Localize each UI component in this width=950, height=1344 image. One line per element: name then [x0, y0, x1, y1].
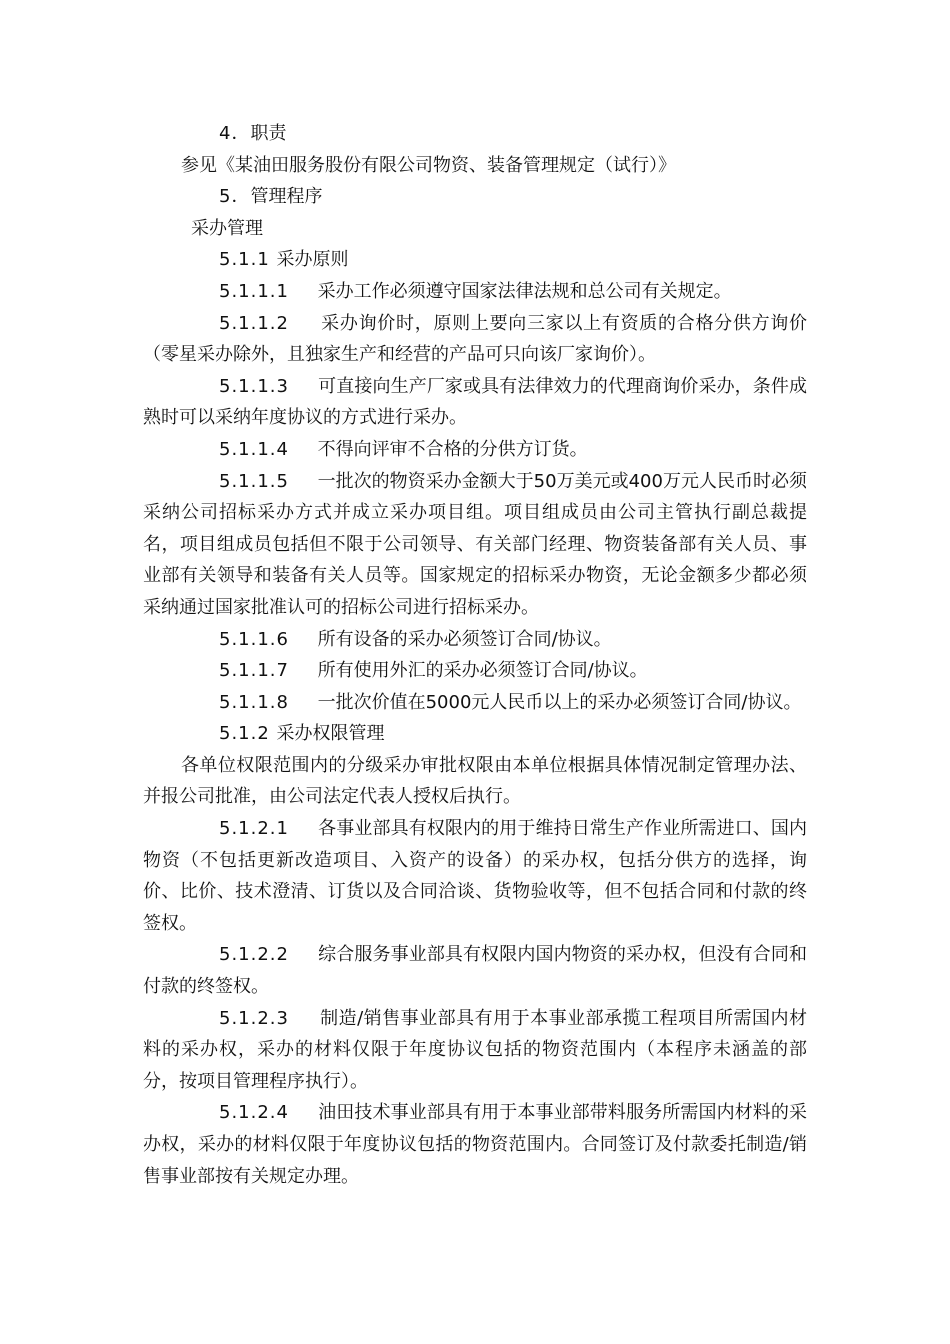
subsection-heading: 采办管理 [191, 217, 263, 239]
clause-number: 5.1.1.3 [219, 375, 289, 397]
clause-item: 5.1.1.7 所有使用外汇的采办必须签订合同/协议。 [143, 655, 807, 687]
clause-number: 5.1.1.6 [219, 628, 289, 650]
clause-item: 5.1.2.4 油田技术事业部具有用于本事业部带料服务所需国内材料的采办权，采办的材料仅限于年度协议包括的物资范围内。合同签订及付款委托制造/销售事业部按有关规定办理。 [143, 1097, 807, 1192]
clause-item: 5.1.2.3 制造/销售事业部具有用于本事业部承揽工程项目所需国内材料的采办权，采办的材料仅限于年度协议包括的物资范围内（本程序未涵盖的部分，按项目管理程序执行）。 [143, 1003, 807, 1098]
paragraph: 各单位权限范围内的分级采办审批权限由本单位根据具体情况制定管理办法、并报公司批准，由公司法定代表人授权后执行。 [143, 754, 807, 808]
section-heading: 4．职责 [143, 118, 807, 150]
clause-item: 5.1.1.5 一批次的物资采办金额大于50万美元或400万元人民币时必须采纳公司招标采办方式并成立采办项目组。项目组成员由公司主管执行副总裁提名，项目组成员包括但不限于公司领导、有关部门经理、物资装备部有关人员、事业部有关领导和装备有关人员等。国家规定的招标采办物资，无论金额多少都必须采纳通过国家批准认可的招标公司进行招标采办。 [143, 466, 807, 624]
clause-number: 5.1.1.2 [219, 312, 289, 334]
clause-number: 5.1.1.4 [219, 438, 289, 460]
clause-number: 5.1.2.4 [219, 1102, 289, 1124]
clause-number: 5.1.2.2 [219, 944, 289, 966]
clause-number: 5.1.1.8 [219, 691, 289, 713]
clause-number: 5.1.1.1 [219, 280, 289, 302]
clause-number: 5.1.2 [219, 723, 277, 745]
clause-item: 5.1.2.1 各事业部具有权限内的用于维持日常生产作业所需进口、国内物资（不包括更新改造项目、入资产的设备）的采办权，包括分供方的选择，询价、比价、技术澄清、订货以及合同洽谈、货物验收等，但不包括合同和付款的终签权。 [143, 813, 807, 939]
clause-number: 5.1.2.3 [219, 1007, 289, 1029]
clause-item: 5.1.1.6 所有设备的采办必须签订合同/协议。 [143, 624, 807, 656]
clause-item: 5.1.2.2 综合服务事业部具有权限内国内物资的采办权，但没有合同和付款的终签权。 [143, 939, 807, 1002]
paragraph: 参见《某油田服务股份有限公司物资、装备管理规定（试行）》 [181, 154, 676, 176]
clause-item: 5.1.1.2 采办询价时，原则上要向三家以上有资质的合格分供方询价（零星采办除外，且独家生产和经营的产品可只向该厂家询价）。 [143, 308, 807, 371]
clause-heading: 5.1.1 采办原则 [143, 244, 807, 276]
clause-number: 5.1.1.5 [219, 470, 289, 492]
section-heading: 5．管理程序 [143, 181, 807, 213]
clause-heading: 5.1.2 采办权限管理 [143, 718, 807, 750]
document-body [143, 118, 807, 1192]
clause-item: 5.1.1.3 可直接向生产厂家或具有法律效力的代理商询价采办，条件成熟时可以采纳年度协议的方式进行采办。 [143, 371, 807, 434]
clause-number: 5.1.1.7 [219, 660, 289, 682]
clause-item: 5.1.1.8 一批次价值在5000元人民币以上的采办必须签订合同/协议。 [143, 687, 807, 719]
clause-item: 5.1.1.4 不得向评审不合格的分供方订货。 [143, 434, 807, 466]
section-number: 5． [219, 186, 251, 208]
clause-number: 5.1.1 [219, 249, 277, 271]
section-number: 4． [219, 123, 251, 144]
clause-number: 5.1.2.1 [219, 818, 289, 840]
clause-item: 5.1.1.1 采办工作必须遵守国家法律法规和总公司有关规定。 [143, 276, 807, 308]
